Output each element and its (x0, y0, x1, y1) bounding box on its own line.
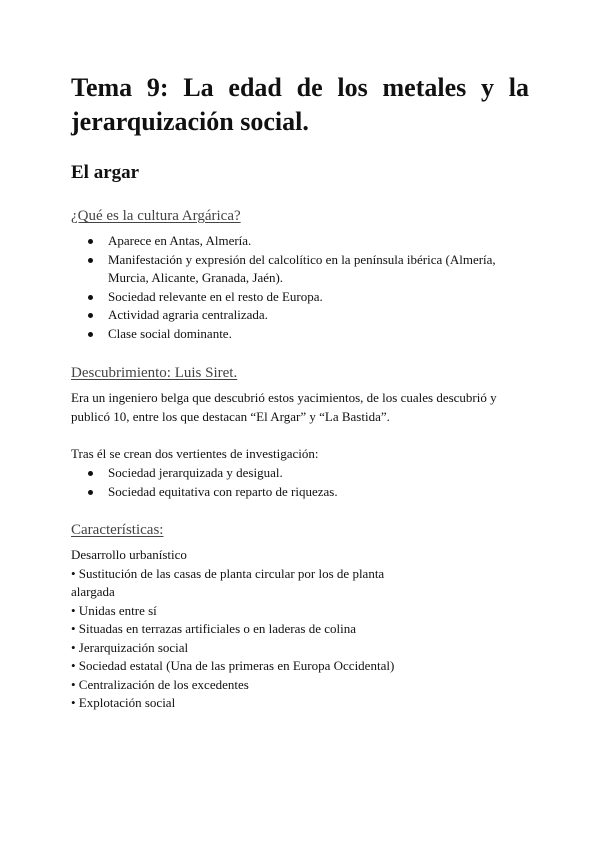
page-title (71, 71, 529, 139)
list-item-text: Sociedad relevante en el resto de Europa. (108, 288, 323, 304)
list-item (71, 288, 528, 307)
text-line: Desarrollo urbanístico (71, 547, 187, 562)
bullet-icon (88, 313, 93, 318)
list-item (71, 483, 528, 502)
list-item-text: Clase social dominante. (108, 325, 232, 341)
list-item (71, 325, 528, 344)
text-line: • Situadas en terrazas artificiales o en laderas de colina (71, 621, 357, 636)
descubrimiento-paragraph: Era un ingeniero belga que descubrió estos yacimientos, de los cuales descubrió y publicó 10, entre los que destacan “El Argar” y “La Bastida”. (71, 390, 497, 424)
caracteristicas-lines (71, 546, 431, 713)
list-item (71, 232, 528, 251)
bullet-icon (88, 239, 93, 244)
bullet-icon (88, 258, 93, 263)
list-item-text: Sociedad equitativa con reparto de riquezas. (108, 483, 338, 499)
bullet-icon (88, 295, 93, 300)
list-item (71, 306, 528, 325)
list-item-text: Actividad agraria centralizada. (108, 307, 268, 322)
list-item-text: Manifestación y expresión del calcolítico en la península ibérica (Almería, Murcia, Alicante, Granada, Jaén). (108, 251, 496, 285)
subheading-caracteristicas: Características: (71, 522, 164, 538)
cultura-argarica-list (71, 232, 528, 343)
text-line: • Unidas entre sí (71, 602, 157, 618)
text-line: • Sociedad estatal (Una de las primeras en Europa Occidental) (71, 658, 395, 673)
text-line: • Jerarquización social (71, 639, 189, 655)
bullet-icon (88, 471, 93, 476)
bullet-icon (88, 490, 93, 495)
subheading-cultura-argarica: ¿Qué es la cultura Argárica? (71, 208, 241, 224)
list-item (71, 251, 528, 288)
vertientes-intro: Tras él se crean dos vertientes de investigación: (71, 446, 319, 461)
section-heading-el-argar: El argar (71, 162, 140, 183)
list-item-text: Sociedad jerarquizada y desigual. (108, 465, 283, 480)
text-line: • Explotación social (71, 695, 176, 710)
page-title-line-1: Tema 9: La edad de los metales y la (71, 73, 529, 102)
text-line: • Centralización de los excedentes (71, 676, 249, 692)
bullet-icon (88, 332, 93, 337)
vertientes-list (71, 464, 528, 501)
list-item (71, 464, 528, 483)
text-line: • Sustitución de las casas de planta circular por los de planta alargada (71, 565, 385, 599)
list-item-text: Aparece en Antas, Almería. (108, 233, 252, 248)
page-title-line-2: jerarquización social. (71, 107, 309, 136)
subheading-descubrimiento: Descubrimiento: Luis Siret. (71, 365, 238, 381)
